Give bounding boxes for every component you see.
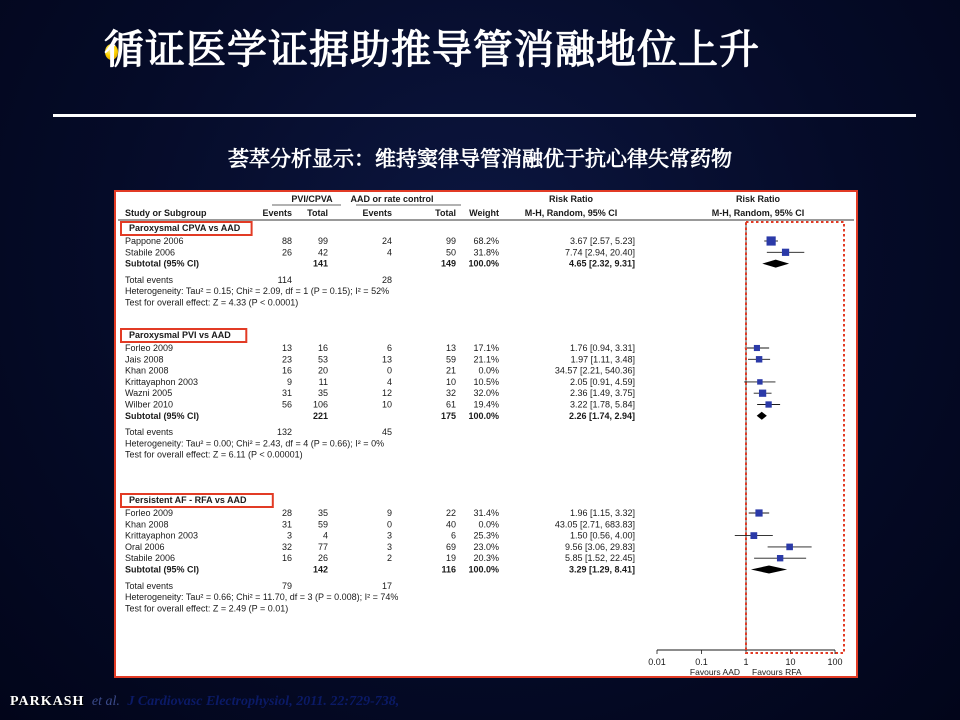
subtotal-diamond <box>762 260 789 268</box>
subtotal-diamond <box>751 566 787 574</box>
study-total1: 11 <box>318 376 328 387</box>
subtotal-ci: 2.26 [1.74, 2.94] <box>568 410 635 421</box>
subtotal-label: Subtotal (95% CI) <box>125 258 200 269</box>
study-events1: 9 <box>286 376 292 387</box>
point-estimate-marker <box>756 356 762 362</box>
study-total2: 59 <box>445 354 456 365</box>
total-events-label: Total events <box>125 427 174 438</box>
subtotal-total2: 116 <box>441 564 456 575</box>
heterogeneity-text: Heterogeneity: Tau² = 0.15; Chi² = 2.09, df = 1 (P = 0.15); I² = 52% <box>125 286 390 297</box>
study-weight: 32.0% <box>473 388 499 399</box>
study-ci: 43.05 [2.71, 683.83] <box>554 519 635 530</box>
header-events2: Events <box>362 208 392 218</box>
study-total1: 35 <box>317 388 328 399</box>
study-total1: 42 <box>317 247 328 258</box>
study-weight: 68.2% <box>473 236 499 246</box>
study-events2: 10 <box>381 399 392 410</box>
study-name: Jais 2008 <box>125 354 164 365</box>
forest-plot <box>116 192 856 676</box>
heterogeneity-text: Heterogeneity: Tau² = 0.00; Chi² = 2.43, df = 4 (P = 0.66); I² = 0% <box>125 438 385 449</box>
subtotal-diamond <box>757 412 767 420</box>
overall-effect-text: Test for overall effect: Z = 6.11 (P < 0.00001) <box>125 449 303 460</box>
study-events1: 28 <box>281 508 292 518</box>
study-weight: 23.0% <box>473 541 499 552</box>
x-tick-label: 0.01 <box>648 657 666 667</box>
study-ci: 3.22 [1.78, 5.84] <box>569 399 635 410</box>
point-estimate-marker <box>782 249 789 256</box>
study-total1: 99 <box>317 236 328 246</box>
study-total1: 16 <box>317 343 328 353</box>
study-events1: 3 <box>286 530 292 541</box>
study-ci: 7.74 [2.94, 20.40] <box>564 247 635 258</box>
study-total2: 40 <box>445 519 456 530</box>
total-events2: 28 <box>381 274 392 285</box>
study-ci: 3.67 [2.57, 5.23] <box>569 236 635 246</box>
study-total1: 53 <box>317 354 328 365</box>
study-total1: 26 <box>317 553 328 564</box>
study-events2: 4 <box>386 376 392 387</box>
favours-rfa-highlight-box <box>746 222 844 653</box>
study-events1: 31 <box>281 388 292 399</box>
subtotal-ci: 3.29 [1.29, 8.41] <box>568 564 635 575</box>
study-ci: 1.96 [1.15, 3.32] <box>569 508 635 518</box>
study-total2: 10 <box>445 376 456 387</box>
header-total2: Total <box>435 208 456 218</box>
overall-effect-text: Test for overall effect: Z = 4.33 (P < 0.0001) <box>125 297 299 308</box>
x-tick-label: 10 <box>785 657 796 667</box>
study-events2: 3 <box>386 530 392 541</box>
study-ci: 1.76 [0.94, 3.31] <box>569 343 635 353</box>
x-tick-label: 0.1 <box>695 657 708 667</box>
point-estimate-marker <box>765 401 771 407</box>
study-weight: 25.3% <box>473 530 499 541</box>
study-total1: 59 <box>317 519 328 530</box>
study-total1: 35 <box>317 508 328 518</box>
citation-etal: et al. <box>91 694 120 709</box>
point-estimate-marker <box>755 509 762 516</box>
header-events: Events <box>262 208 292 218</box>
study-weight: 0.0% <box>478 519 499 530</box>
point-estimate-marker <box>777 555 783 561</box>
citation-journal: J Cardiovasc Electrophysiol, 2011. 22:729-738, <box>127 694 400 709</box>
study-weight: 31.8% <box>473 247 499 258</box>
header-group1: PVI/CPVA <box>291 194 333 204</box>
header-effect: Risk Ratio <box>548 194 594 204</box>
header-total: Total <box>307 208 328 218</box>
study-events2: 24 <box>381 236 392 246</box>
study-total2: 19 <box>445 553 456 564</box>
study-name: Wilber 2010 <box>125 399 174 410</box>
study-events1: 16 <box>281 365 292 376</box>
study-name: Krittayaphon 2003 <box>125 530 199 541</box>
study-events1: 56 <box>281 399 292 410</box>
study-total2: 99 <box>445 236 456 246</box>
header-effect-plot: Risk Ratio <box>735 194 781 204</box>
study-events1: 16 <box>281 553 292 564</box>
study-events2: 13 <box>381 354 392 365</box>
study-total1: 20 <box>317 365 328 376</box>
study-name: Forleo 2009 <box>125 343 174 353</box>
point-estimate-marker <box>757 379 762 384</box>
study-name: Pappone 2006 <box>125 236 184 246</box>
subtotal-weight: 100.0% <box>468 410 499 421</box>
study-ci: 1.50 [0.56, 4.00] <box>569 530 635 541</box>
study-name: Khan 2008 <box>125 365 169 376</box>
subtotal-total1: 221 <box>312 410 328 421</box>
study-events1: 88 <box>281 236 292 246</box>
axis-label-right: Favours RFA <box>752 667 802 676</box>
total-events-label: Total events <box>125 274 174 285</box>
study-events2: 0 <box>386 519 392 530</box>
slide-subtitle: 荟萃分析显示：维持窦律导管消融优于抗心律失常药物 <box>228 147 732 171</box>
study-ci: 34.57 [2.21, 540.36] <box>554 365 635 376</box>
point-estimate-marker <box>786 544 793 551</box>
study-events1: 31 <box>281 519 292 530</box>
subtotal-weight: 100.0% <box>468 564 499 575</box>
study-weight: 10.5% <box>473 376 499 387</box>
point-estimate-marker <box>767 236 776 245</box>
study-total2: 50 <box>445 247 456 258</box>
subtotal-total1: 142 <box>312 564 328 575</box>
study-ci: 9.56 [3.06, 29.83] <box>564 541 635 552</box>
header-method-plot: M-H, Random, 95% CI <box>711 208 805 218</box>
subtotal-total2: 149 <box>440 258 456 269</box>
citation <box>10 694 399 710</box>
study-ci: 2.05 [0.91, 4.59] <box>569 376 635 387</box>
study-name: Khan 2008 <box>125 519 169 530</box>
study-weight: 21.1% <box>473 354 499 365</box>
total-events2: 17 <box>381 580 392 591</box>
study-name: Oral 2006 <box>125 541 165 552</box>
point-estimate-marker <box>754 345 760 351</box>
point-estimate-marker <box>750 532 757 539</box>
header-weight: Weight <box>469 208 499 218</box>
study-total1: 4 <box>322 530 328 541</box>
slide-title: 循证医学证据助推导管消融地位上升 <box>104 27 760 73</box>
study-total2: 6 <box>450 530 456 541</box>
study-name: Krittayaphon 2003 <box>125 376 199 387</box>
study-weight: 0.0% <box>478 365 499 376</box>
study-ci: 1.97 [1.11, 3.48] <box>570 354 635 365</box>
study-events1: 32 <box>281 541 292 552</box>
study-total2: 13 <box>445 343 456 353</box>
total-events1: 132 <box>276 427 292 438</box>
study-total1: 77 <box>317 541 328 552</box>
subtotal-ci: 4.65 [2.32, 9.31] <box>568 258 635 269</box>
total-events2: 45 <box>381 427 392 438</box>
subtotal-weight: 100.0% <box>468 258 499 269</box>
study-events2: 3 <box>386 541 392 552</box>
total-events1: 79 <box>281 580 292 591</box>
study-events2: 0 <box>386 365 392 376</box>
study-events2: 6 <box>386 343 392 353</box>
study-events2: 9 <box>386 508 392 518</box>
study-weight: 19.4% <box>473 399 499 410</box>
point-estimate-marker <box>759 390 766 397</box>
study-weight: 20.3% <box>473 553 499 564</box>
study-name: Wazni 2005 <box>125 388 173 399</box>
subgroup-title: Paroxysmal PVI vs AAD <box>129 330 231 340</box>
header-study: Study or Subgroup <box>125 208 207 218</box>
heterogeneity-text: Heterogeneity: Tau² = 0.66; Chi² = 11.70, df = 3 (P = 0.008); I² = 74% <box>125 592 399 603</box>
study-total2: 69 <box>445 541 456 552</box>
study-total2: 22 <box>445 508 456 518</box>
study-events2: 4 <box>386 247 392 258</box>
forest-plot-panel <box>114 190 858 678</box>
study-events1: 26 <box>281 247 292 258</box>
header-group2: AAD or rate control <box>350 194 434 204</box>
study-total2: 61 <box>445 399 456 410</box>
subtotal-total2: 175 <box>440 410 456 421</box>
study-weight: 17.1% <box>473 343 499 353</box>
subtotal-label: Subtotal (95% CI) <box>125 564 200 575</box>
study-events1: 13 <box>281 343 292 353</box>
study-total1: 106 <box>312 399 328 410</box>
study-ci: 5.85 [1.52, 22.45] <box>564 553 635 564</box>
study-events2: 12 <box>381 388 392 399</box>
citation-authors: PARKASH <box>10 694 85 709</box>
subgroup-title: Paroxysmal CPVA vs AAD <box>129 223 241 233</box>
study-total2: 32 <box>445 388 456 399</box>
title-divider <box>53 114 916 117</box>
study-name: Stabile 2006 <box>125 553 176 564</box>
study-name: Stabile 2006 <box>125 247 176 258</box>
study-events2: 2 <box>386 553 392 564</box>
total-events-label: Total events <box>125 580 174 591</box>
study-name: Forleo 2009 <box>125 508 174 518</box>
x-tick-label: 1 <box>743 657 749 667</box>
study-weight: 31.4% <box>473 508 499 518</box>
subgroup-title: Persistent AF - RFA vs AAD <box>129 495 247 505</box>
study-ci: 2.36 [1.49, 3.75] <box>569 388 635 399</box>
axis-label-left: Favours AAD <box>689 667 740 676</box>
subtotal-label: Subtotal (95% CI) <box>125 410 200 421</box>
study-events1: 23 <box>281 354 292 365</box>
study-total2: 21 <box>445 365 456 376</box>
subtotal-total1: 141 <box>312 258 328 269</box>
total-events1: 114 <box>277 274 292 285</box>
header-method: M-H, Random, 95% CI <box>524 208 618 218</box>
x-tick-label: 100 <box>827 657 843 667</box>
overall-effect-text: Test for overall effect: Z = 2.49 (P = 0.01) <box>125 603 289 614</box>
